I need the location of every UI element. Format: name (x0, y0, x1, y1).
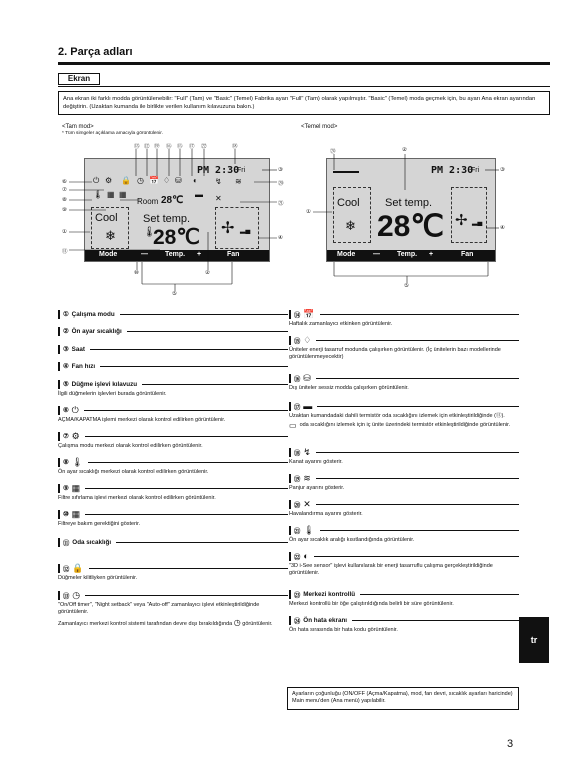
callout: ⑤ (172, 291, 177, 297)
list-item (58, 590, 288, 628)
item-number: ⑭ (294, 311, 301, 319)
energy-save-icon: ♢ (163, 176, 171, 185)
filter-icon: ▦ (119, 190, 127, 199)
list-item (289, 373, 519, 392)
list-item (58, 563, 288, 582)
basic-button-bar (327, 250, 495, 261)
basic-set-temp: 28℃ (377, 210, 445, 243)
item-number: ⑲ (294, 475, 301, 483)
weekly-timer-icon: 📅 (149, 176, 159, 185)
item-title: Fan hızı (71, 362, 96, 370)
snowflake-icon: ❄ (345, 218, 356, 233)
item-number: ② (63, 327, 69, 335)
item-description: Kanat ayarını gösterir. (289, 459, 343, 465)
i-see-sensor-icon: ◐ (303, 551, 309, 561)
list-item (58, 457, 288, 476)
list-item (58, 405, 288, 424)
item-description: Düğmeler kilitliyken görüntülenir. (58, 575, 138, 581)
list-item (58, 483, 288, 502)
louver-icon: ≋ (303, 472, 311, 483)
item-description: Dış üniteler sessiz modda çalışırken görüntülenir. (289, 385, 409, 391)
item-number: ⑳ (294, 501, 301, 509)
callout: ㉔ (330, 149, 336, 155)
list-item (58, 309, 288, 319)
weekly-timer-icon: 📅 (303, 308, 315, 319)
list-item (58, 509, 288, 528)
item-description: Filtreye bakım gerektiğini gösterir. (58, 521, 141, 527)
item-title: Saat (71, 345, 85, 353)
full-set-temp: 28℃ (153, 226, 200, 249)
list-item (58, 431, 288, 450)
item-number: ⑪ (63, 539, 70, 547)
callout: ⑩ (134, 270, 139, 276)
item-title: Merkezi kontrollü (303, 590, 356, 598)
filter-central-icon: ▦ (71, 482, 81, 493)
callout: ② (402, 147, 407, 153)
basic-mode-frame (333, 187, 371, 243)
item-number: ⑬ (63, 592, 70, 600)
callout: ⑪ (62, 249, 68, 255)
basic-temp-label: Temp. (397, 251, 418, 258)
list-item (58, 344, 288, 354)
item-number: ① (63, 310, 69, 318)
item-title: Düğme işlevi kılavuzu (71, 380, 138, 388)
item-number: ⑨ (63, 484, 69, 492)
basic-error-line (333, 171, 359, 173)
callout: ⑧ (62, 197, 67, 203)
list-item (289, 401, 519, 430)
callout: ㉒ (201, 144, 207, 150)
item-number: ⑰ (294, 403, 301, 411)
item-title: Ön hata ekranı (303, 616, 348, 624)
list-item (289, 309, 519, 328)
callout: ① (306, 209, 311, 215)
item-description: Ön ayar sıcaklık aralığı kısıtlandığında görüntülenir. (289, 537, 415, 543)
temp-central-icon: 🌡 (71, 456, 84, 467)
full-mode-lcd (84, 158, 270, 262)
item-description-extra (289, 422, 519, 429)
item-description-extra (58, 619, 288, 628)
basic-mode-text: Cool (337, 197, 360, 209)
louver-icon: ≋ (235, 177, 242, 186)
list-item (289, 447, 519, 466)
subsection-title: Ekran (58, 73, 100, 85)
item-number: ㉑ (294, 527, 301, 535)
thermistor-icon: ▬ (303, 401, 313, 411)
callout: ⑬ (134, 144, 140, 150)
list-item (289, 335, 519, 362)
basic-minus-button[interactable]: — (373, 251, 380, 258)
basic-day: Fri (471, 167, 480, 174)
ventilation-icon: ✕ (215, 194, 222, 203)
lock-icon: 🔒 (72, 562, 84, 573)
full-set-temp-label: Set temp. (143, 213, 191, 225)
callout: ⑲ (154, 144, 160, 150)
intro-box: Ana ekran iki farklı modda görüntülenebilir: "Full" (Tam) ve "Basic" (Temel) Fabrika ayarı "Full" (Tam) olarak yapılmıştır. "Basic" (Temel) moda geçmek için, bu ayarı Ana ekran ayarından değiştirin. (Uzaktan kumanda ile birlikte verilen kullanım kılavuzuna bakın.) (58, 91, 550, 115)
basic-fan-button[interactable]: Fan (461, 251, 474, 258)
callout: ⑥ (62, 179, 67, 185)
basic-mode-button[interactable]: Mode (337, 251, 356, 258)
fan-icon: ✢ (455, 212, 468, 229)
full-mode-note: * Tüm simgeler açıklama amacıyla görüntülenir. (62, 131, 163, 136)
item-number: ⑮ (294, 337, 301, 345)
callout: ③ (278, 167, 283, 173)
item-description: Filtre sıfırlama işlevi merkezi olarak kontrol edilirken görüntülenir. (58, 495, 216, 501)
item-number: ⑫ (63, 565, 70, 573)
on-off-central-icon: ⏻ (93, 176, 100, 185)
i-see-sensor-icon: ◐ (193, 176, 198, 185)
item-description: Haftalık zamanlayıcı etkinken görüntülenir. (289, 321, 393, 327)
temp-range-icon: 🌡 (303, 524, 315, 535)
item-title: Ön ayar sıcaklığı (71, 327, 122, 335)
temp-range-icon: 🌡 (143, 227, 156, 238)
vane-icon: ↯ (215, 177, 222, 186)
item-description: Havalandırma ayarını gösterir. (289, 511, 363, 517)
ventilation-icon: ✕ (303, 498, 311, 509)
extra-text: oda sıcaklığını izlemek için iç ünite üzerindeki termistör etkinleştirildiğinde görüntülenir. (299, 422, 511, 429)
list-item (289, 551, 519, 578)
list-item (289, 615, 519, 634)
timer-icon: ◷ (72, 589, 81, 600)
subsection-divider (58, 86, 550, 87)
item-description: Ön ayar sıcaklığı merkezi olarak kontrol edilirken görüntülenir. (58, 469, 209, 475)
list-item (58, 361, 288, 371)
callout: ⑨ (62, 207, 67, 213)
full-fan-button[interactable]: Fan (227, 251, 240, 258)
full-button-bar (85, 250, 269, 261)
extra-text: Zamanlayıcı merkezi kontrol sistemi tarafından devre dışı bırakıldığında (58, 620, 233, 627)
item-description: Uzaktan kumandadaki dahili termistör oda sıcaklığını izlemek için etkinleştirildiğinde (⑪). (289, 413, 505, 419)
item-number: ⑯ (294, 375, 301, 383)
language-tab: tr (519, 617, 549, 663)
callout: ㉑ (278, 201, 284, 207)
callout: ⑱ (232, 144, 238, 150)
item-number: ⑩ (63, 510, 69, 518)
heading-divider (58, 62, 550, 65)
callout: ④ (278, 235, 283, 241)
item-description: Panjur ayarını gösterir. (289, 485, 345, 491)
item-description: Ön hata sırasında bir hata kodu görüntülenir. (289, 627, 398, 633)
item-number: ⑱ (294, 449, 301, 457)
item-description: "On/Off timer", "Night setback" veya "Auto-off" zamanlayıcı işlevi etkinleştirildiğinde görüntülenir. (58, 602, 260, 616)
extra-text-end: görüntülenir. (242, 620, 273, 627)
callout: ⑰ (189, 144, 195, 150)
item-number: ⑤ (63, 380, 69, 388)
item-description: Üniteler enerji tasarruf modunda çalışırken görüntülenir. (İç ünitelerin bazı modellerinde görüntülenmeyecektir) (289, 347, 501, 361)
list-item (289, 589, 519, 608)
item-title: Çalışma modu (71, 310, 115, 318)
full-plus-button[interactable]: + (197, 251, 202, 258)
callout: ④ (500, 225, 505, 231)
silent-mode-icon: ⛁ (175, 176, 182, 185)
item-number: ⑦ (63, 432, 69, 440)
page-number: 3 (507, 738, 514, 750)
list-item (289, 473, 519, 492)
full-clock: PM 2:30 (197, 165, 240, 176)
item-number: ⑧ (63, 458, 69, 466)
callout: ⑫ (144, 144, 150, 150)
silent-mode-icon: ⛁ (303, 372, 311, 383)
indoor-thermistor-icon: ▭ (289, 421, 297, 431)
callout: ② (205, 270, 210, 276)
filter-icon: ▦ (71, 508, 81, 519)
vane-icon: ↯ (303, 446, 311, 457)
fan-icon: ✢ (221, 220, 235, 237)
item-description: İlgili düğmelerin işlevleri burada görüntülenir. (58, 391, 167, 397)
on-off-central-icon: ⏻ (71, 404, 79, 415)
list-item (289, 499, 519, 518)
snowflake-icon: ❄ (105, 228, 116, 243)
temp-central-icon: 🌡 (93, 190, 104, 199)
list-item (58, 326, 288, 336)
item-title: Oda sıcaklığı (72, 538, 112, 546)
item-number: ③ (63, 345, 69, 353)
thermistor-icon: ▬ (195, 190, 203, 199)
callout: ① (62, 229, 67, 235)
basic-clock: PM 2:30 (431, 165, 474, 176)
full-minus-button[interactable]: — (141, 251, 148, 258)
full-mode-label: <Tam mod> (62, 124, 94, 130)
item-number: ㉔ (294, 617, 301, 625)
energy-save-icon: ♢ (303, 334, 312, 345)
footer-note: Ayarların çoğunluğu (ON/OFF (Açma/Kapatma), mod, fan devri, sıcaklık ayarları haricinde) Main menu'den (Ana menü) yapılabilir. (287, 687, 519, 710)
callout: ⑮ (177, 144, 183, 150)
full-mode-button[interactable]: Mode (99, 251, 118, 258)
full-temp-label: Temp. (165, 251, 186, 258)
item-number: ㉓ (294, 591, 301, 599)
filter-central-icon: ▦ (107, 190, 115, 199)
list-item (289, 525, 519, 544)
full-room-temp: 28℃ (161, 195, 184, 206)
full-day: Fri (237, 167, 246, 174)
item-description: "3D i-See sensor" işlevi kullanılarak bir enerji tasarruflu çalışma gerçekleştirildiğinde görüntülenir. (289, 563, 493, 577)
full-mode-text: Cool (95, 212, 118, 224)
callout: ⑯ (166, 144, 172, 150)
item-number: ④ (63, 362, 69, 370)
item-number: ㉒ (294, 553, 301, 561)
mode-central-icon: ⚙ (71, 430, 80, 441)
section-title: 2. Parça adları (58, 46, 133, 58)
callout: ⑳ (278, 181, 284, 187)
item-number: ⑥ (63, 406, 69, 414)
callout: ⑤ (404, 283, 409, 289)
callout: ⑦ (62, 187, 67, 193)
item-description: Çalışma modu merkezi olarak kontrol edilirken görüntülenir. (58, 443, 203, 449)
callout: ③ (500, 167, 505, 173)
fan-speed-icon: ▂▄ (240, 227, 251, 234)
lock-icon: 🔒 (121, 176, 131, 185)
fan-speed-icon: ▂▄ (472, 219, 483, 226)
timer-icon: ◷ (137, 176, 144, 185)
mode-central-icon: ⚙ (105, 176, 113, 185)
basic-mode-label: <Temel mod> (301, 124, 338, 130)
item-description: AÇMA/KAPATMA işlemi merkezi olarak kontrol edilirken görüntülenir. (58, 417, 226, 423)
full-room-label: Room (137, 197, 159, 206)
timer-disabled-icon: ◷ (233, 617, 241, 627)
basic-plus-button[interactable]: + (429, 251, 434, 258)
item-description: Merkezi kontrollü bir öğe çalıştırıldığında belirli bir süre görüntülenir. (289, 601, 454, 607)
list-item (58, 379, 288, 398)
list-item (58, 537, 288, 547)
basic-set-temp-label: Set temp. (385, 197, 433, 209)
basic-mode-lcd (326, 158, 496, 262)
